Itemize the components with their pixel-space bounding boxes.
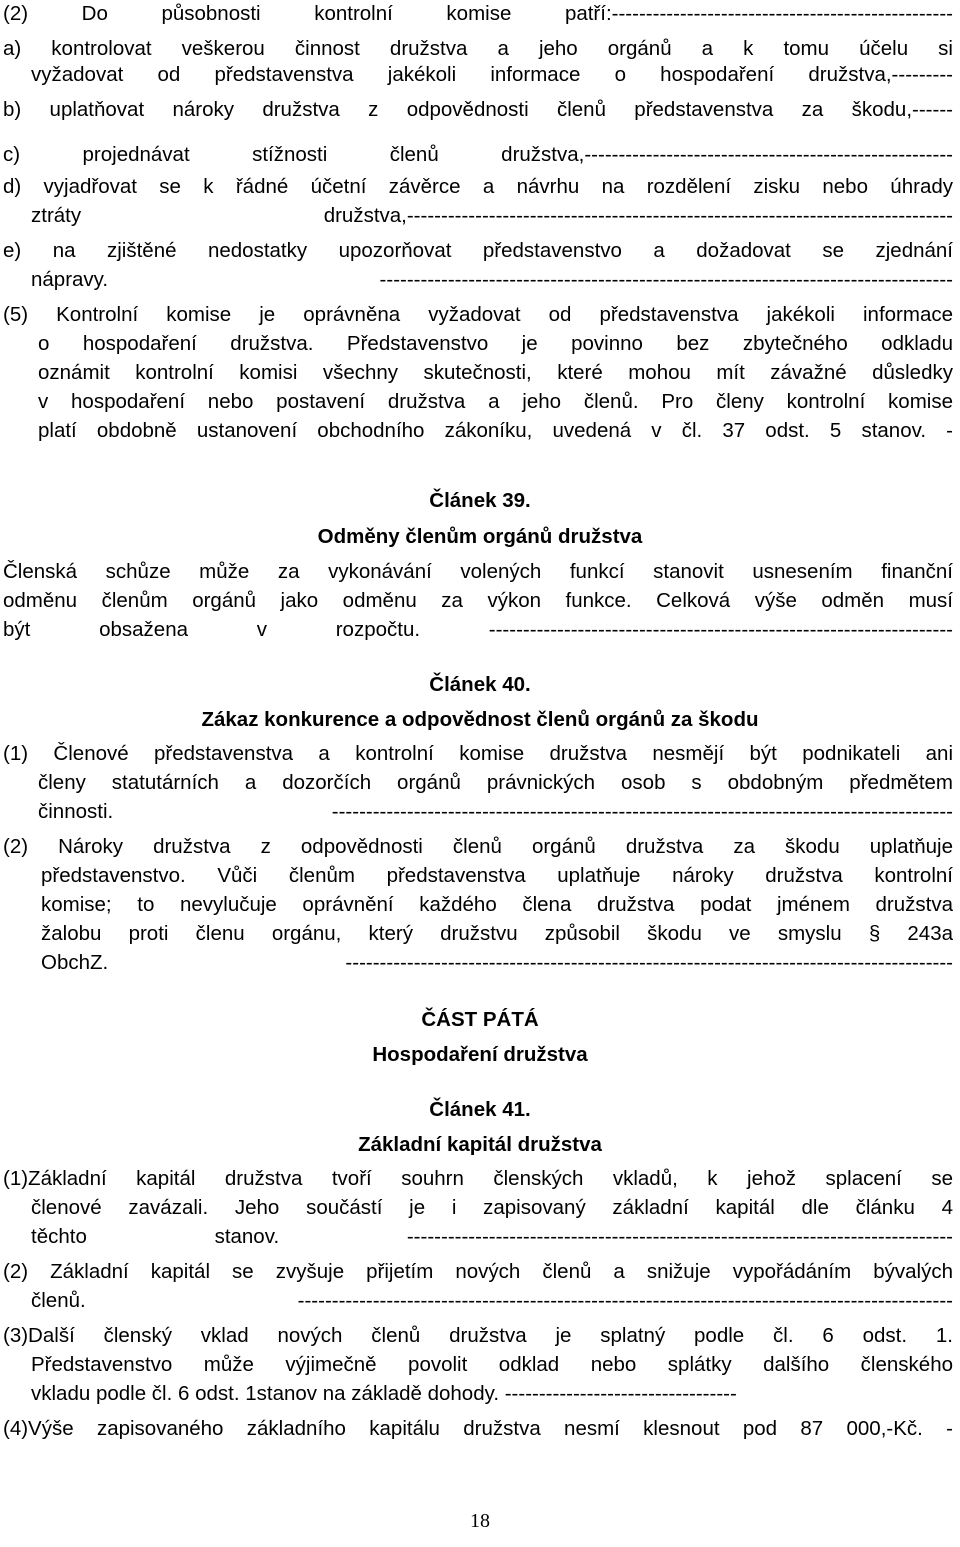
text-line: Představenstvo může výjimečně povolit odklad nebo splátky dalšího členského <box>31 1353 953 1376</box>
text-line: členů. ------------------------------------------------------------------------------------------------ <box>31 1289 953 1312</box>
page-number: 18 <box>470 1510 490 1532</box>
article-heading: Článek 39. <box>429 489 531 512</box>
part-heading: ČÁST PÁTÁ <box>421 1008 539 1031</box>
text-line: e) na zjištěné nedostatky upozorňovat představenstvo a dožadovat se zjednání <box>3 239 953 262</box>
text-line: platí obdobně ustanovení obchodního zákoníku, uvedená v čl. 37 odst. 5 stanov. - <box>38 419 953 442</box>
text-line: nápravy. ------------------------------------------------------------------------------------ <box>31 268 953 291</box>
article-title: Odměny členům orgánů družstva <box>317 525 643 548</box>
text-line: odměnu členům orgánů jako odměnu za výkon funkce. Celková výše odměn musí <box>3 589 953 612</box>
text-line: v hospodaření nebo postavení družstva a jeho členů. Pro členy kontrolní komise <box>38 390 953 413</box>
article-title: Základní kapitál družstva <box>358 1133 602 1156</box>
part-title: Hospodaření družstva <box>372 1043 588 1066</box>
text-line: Členská schůze může za vykonávání volených funkcí stanovit usnesením finanční <box>3 560 953 583</box>
article-heading: Článek 41. <box>429 1098 531 1121</box>
text-line: být obsažena v rozpočtu. -------------------------------------------------------------------- <box>3 618 953 641</box>
text-line: ObchZ. ----------------------------------------------------------------------------------------- <box>41 951 953 974</box>
text-line: (4)Výše zapisovaného základního kapitálu družstva nesmí klesnout pod 87 000,-Kč. - <box>3 1417 953 1440</box>
text-line: činnosti. ------------------------------------------------------------------------------------------- <box>38 800 953 823</box>
text-line: těchto stanov. -------------------------------------------------------------------------------- <box>31 1225 953 1248</box>
text-line: (1) Členové představenstva a kontrolní komise družstva nesmějí být podnikateli ani <box>3 742 953 765</box>
text-line: d) vyjadřovat se k řádné účetní závěrce a návrhu na rozdělení zisku nebo úhrady <box>3 175 953 198</box>
text-line: (3)Další členský vklad nových členů družstva je splatný podle čl. 6 odst. 1. <box>3 1324 953 1347</box>
text-line: c) projednávat stížnosti členů družstva,------------------------------------------------------ <box>3 143 953 166</box>
text-line: (2) Do působnosti kontrolní komise patří:-------------------------------------------------- <box>3 2 953 25</box>
text-line: (1)Základní kapitál družstva tvoří souhrn členských vkladů, k jehož splacení se <box>3 1167 953 1190</box>
text-line: členy statutárních a dozorčích orgánů právnických osob s obdobným předmětem <box>38 771 953 794</box>
text-line: (2) Základní kapitál se zvyšuje přijetím nových členů a snižuje vypořádáním bývalých <box>3 1260 953 1283</box>
text-line: oznámit kontrolní komisi všechny skutečnosti, které mohou mít závažné důsledky <box>38 361 953 384</box>
article-heading: Článek 40. <box>429 673 531 696</box>
text-line: členové zavázali. Jeho součástí je i zapisovaný základní kapitál dle článku 4 <box>31 1196 953 1219</box>
text-line: b) uplatňovat nároky družstva z odpovědnosti členů představenstva za škodu,------ <box>3 98 953 121</box>
text-line: vkladu podle čl. 6 odst. 1stanov na základě dohody. ---------------------------------- <box>31 1382 737 1405</box>
text-line: ztráty družstva,-------------------------------------------------------------------------------- <box>31 204 953 227</box>
text-line: vyžadovat od představenstva jakékoli informace o hospodaření družstva,--------- <box>31 63 953 86</box>
text-line: o hospodaření družstva. Představenstvo je povinno bez zbytečného odkladu <box>38 332 953 355</box>
text-line: představenstvo. Vůči členům představenstva uplatňuje nároky družstva kontrolní <box>41 864 953 887</box>
text-line: komise; to nevylučuje oprávnění každého člena družstva podat jménem družstva <box>41 893 953 916</box>
article-title: Zákaz konkurence a odpovědnost členů orgánů za škodu <box>201 708 759 731</box>
text-line: (2) Nároky družstva z odpovědnosti členů orgánů družstva za škodu uplatňuje <box>3 835 953 858</box>
text-line: (5) Kontrolní komise je oprávněna vyžadovat od představenstva jakékoli informace <box>3 303 953 326</box>
text-line: a) kontrolovat veškerou činnost družstva a jeho orgánů a k tomu účelu si <box>3 37 953 60</box>
text-line: žalobu proti členu orgánu, který družstvu způsobil škodu ve smyslu § 243a <box>41 922 953 945</box>
